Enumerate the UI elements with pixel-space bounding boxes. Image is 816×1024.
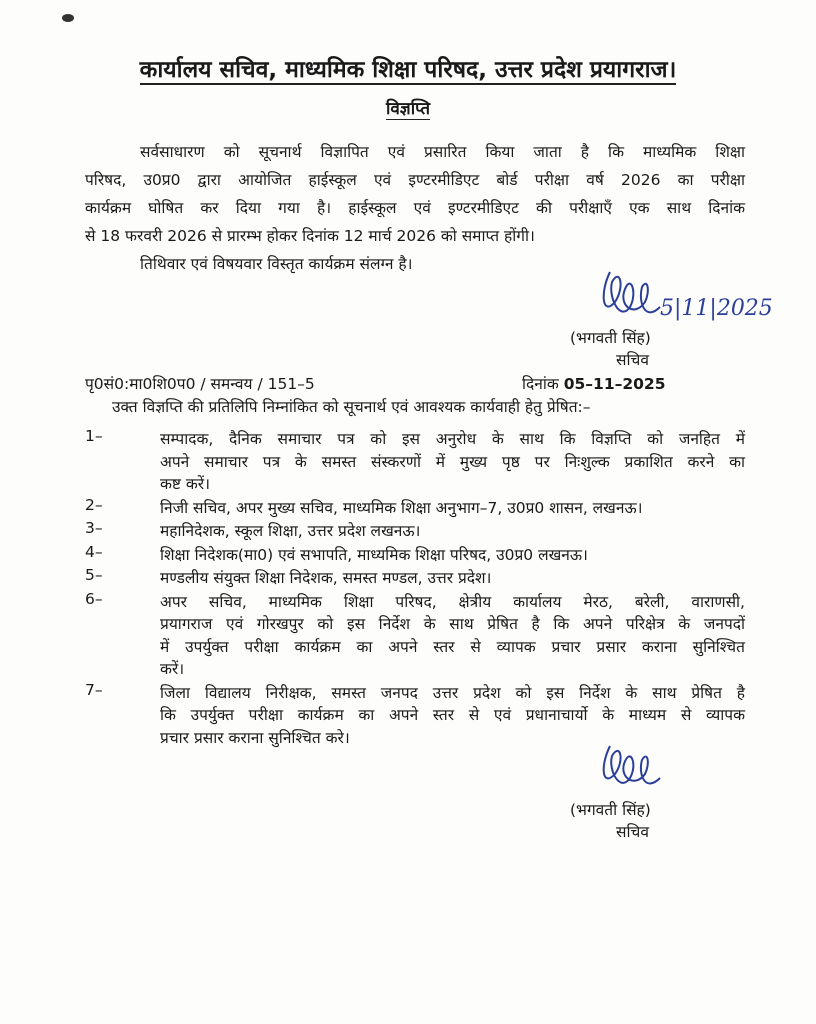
recipient-line: कष्ट करें। bbox=[160, 475, 211, 493]
copy-intro: उक्त विज्ञप्ति की प्रतिलिपि निम्नांकित को सूचनार्थ एवं आवश्यक कार्यवाही हेतु प्रेषित:– bbox=[112, 398, 591, 416]
recipient-line: प्रचार प्रसार कराना सुनिश्चित करे। bbox=[160, 728, 350, 747]
recipient-number: 2– bbox=[85, 495, 103, 514]
recipient-line: निजी सचिव, अपर मुख्य सचिव, माध्यमिक शिक्षा अनुभाग–7, उ0प्र0 शासन, लखनऊ। bbox=[160, 498, 643, 517]
signatory-designation-2: सचिव bbox=[616, 823, 649, 841]
recipient-line: प्रयागराज एवं गोरखपुर को इस निर्देश के साथ प्रेषित है कि अपने परिक्षेत्र के जनपदों bbox=[160, 615, 745, 633]
office-title-text: कार्यालय सचिव, माध्यमिक शिक्षा परिषद, उत्तर प्रदेश प्रयागराज। bbox=[139, 57, 677, 83]
recipient-number: 3– bbox=[85, 519, 103, 537]
signature-2 bbox=[590, 738, 670, 803]
date-label: दिनांक bbox=[522, 375, 559, 393]
recipient-number: 6– bbox=[85, 589, 103, 608]
recipient-line: शिक्षा निदेशक(मा0) एवं सभापति, माध्यमिक शिक्षा परिषद, उ0प्र0 लखनऊ। bbox=[160, 545, 588, 564]
notice-heading-text: विज्ञप्ति bbox=[385, 99, 431, 119]
recipient-line: महानिदेशक, स्कूल शिक्षा, उत्तर प्रदेश लखनऊ। bbox=[160, 522, 421, 540]
reference-date bbox=[522, 372, 666, 394]
office-title bbox=[0, 52, 816, 84]
recipient-number: 5– bbox=[85, 566, 103, 584]
recipient-line: मण्डलीय संयुक्त शिक्षा निदेशक, समस्त मण्डल, उत्तर प्रदेश। bbox=[160, 569, 492, 587]
punch-mark bbox=[62, 14, 74, 22]
body-line: सर्वसाधारण को सूचनार्थ विज्ञापित एवं प्रसारित किया जाता है कि माध्यमिक शिक्षा bbox=[140, 143, 745, 161]
attachment-note: तिथिवार एवं विषयवार विस्तृत कार्यक्रम संलग्न है। bbox=[140, 255, 413, 273]
date-value: 05–11–2025 bbox=[563, 375, 666, 393]
reference-number: पृ0सं0:मा0शि0प0 / समन्वय / 151–5 bbox=[85, 375, 315, 393]
signatory-designation: सचिव bbox=[616, 351, 649, 369]
recipient-line: करें। bbox=[160, 660, 185, 678]
recipient-line: जिला विद्यालय निरीक्षक, समस्त जनपद उत्तर प्रदेश को इस निर्देश के साथ प्रेषित है bbox=[160, 683, 745, 702]
signature-date: 5|11|2025 bbox=[660, 296, 773, 321]
signatory-name: (भगवती सिंह) bbox=[570, 329, 651, 347]
body-line: परिषद, उ0प्र0 द्वारा आयोजित हाईस्कूल एवं इण्टरमीडिएट बोर्ड परीक्षा वर्ष 2026 का परीक्षा bbox=[85, 171, 745, 189]
recipient-line: में उपर्युक्त परीक्षा कार्यक्रम का अपने स्तर से व्यापक प्रचार प्रसार कराना सुनिश्चित bbox=[160, 637, 745, 656]
recipient-number: 4– bbox=[85, 542, 103, 561]
recipient-line: अपर सचिव, माध्यमिक शिक्षा परिषद, क्षेत्रीय कार्यालय मेरठ, बरेली, वाराणसी, bbox=[160, 592, 745, 611]
recipient-number: 1– bbox=[85, 427, 103, 445]
recipient-number: 7– bbox=[85, 680, 103, 699]
recipient-line: सम्पादक, दैनिक समाचार पत्र को इस अनुरोध के साथ कि विज्ञप्ति को जनहित में bbox=[160, 430, 745, 448]
signatory-name-2: (भगवती सिंह) bbox=[570, 801, 651, 819]
recipient-line: अपने समाचार पत्र के समस्त संस्करणों में मुख्य पृष्ठ पर निःशुल्क प्रकाशित करने का bbox=[160, 452, 745, 471]
recipient-line: कि उपर्युक्त परीक्षा कार्यक्रम का अपने स्तर से एवं प्रधानाचार्यो के माध्यम से व्यापक bbox=[160, 706, 745, 724]
body-line: से 18 फरवरी 2026 से प्रारम्भ होकर दिनांक 12 मार्च 2026 को समाप्त होंगी। bbox=[85, 227, 535, 245]
notice-heading bbox=[0, 96, 816, 119]
body-line: कार्यक्रम घोषित कर दिया गया है। हाईस्कूल एवं इण्टरमीडिएट की परीक्षाऍं एक साथ दिनांक bbox=[85, 199, 745, 217]
